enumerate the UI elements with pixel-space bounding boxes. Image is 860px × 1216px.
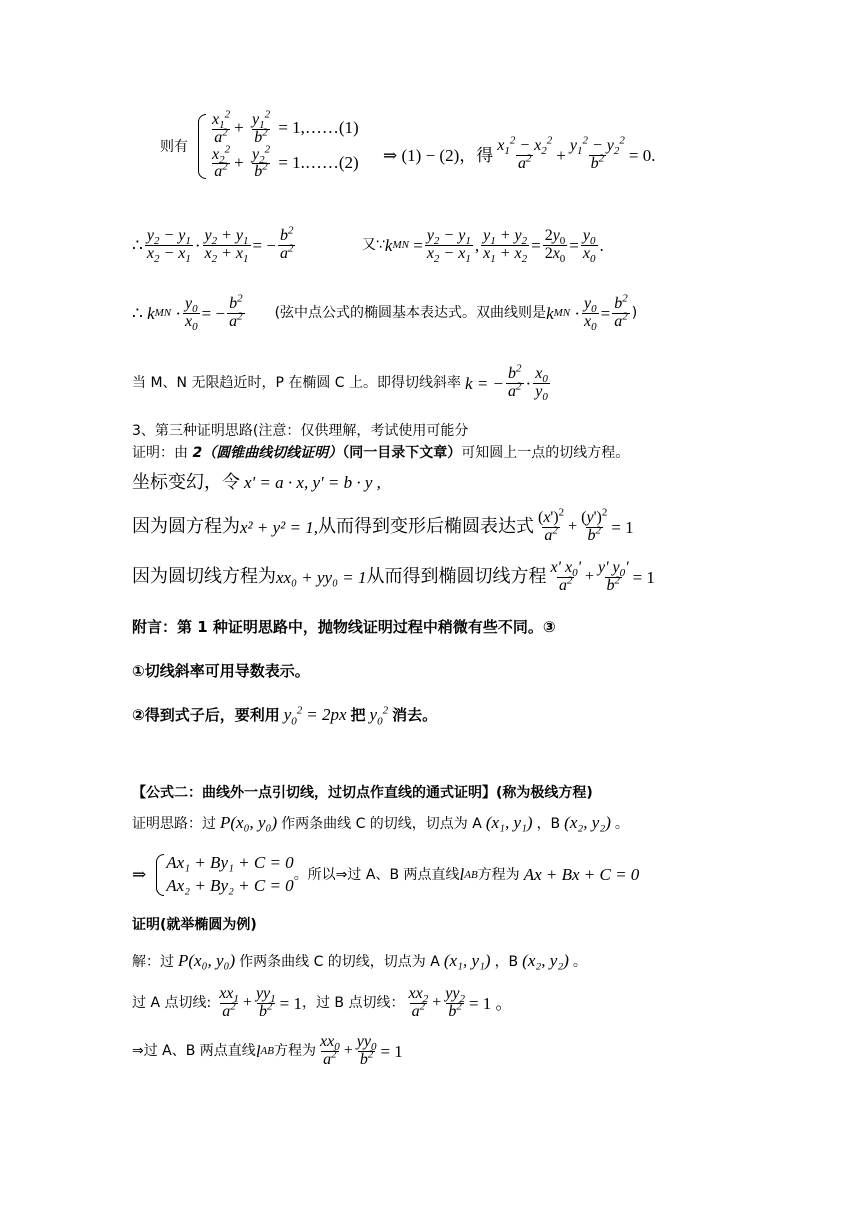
proof-ellipse-title: 证明(就举椭圆为例)	[132, 917, 257, 933]
chord-midpoint-line: ∴ k MN · $\frac{y_0}{x_0}$ = − $\frac{b^2}{a^2}$ (弦中点公式的椭圆基本表达式。双曲线则是 k MN · $\frac{y_0}{x_0}$ = $\frac{b^2}{a^2}$ )	[132, 292, 638, 333]
circle-tangent-line: 因为圆切线方程为 xx₀ + yy₀ = 1 从而得到椭圆切线方程 $\frac{x' x_0'}{a^2}$ + $\frac{y' y_0'}{b^2}$ = 1	[132, 559, 655, 594]
solution-line: 解：过 P(x₀, y₀) 作两条曲线 C 的切线，切点为 A (x₁, y₁) ，B (x₂, y₂) 。	[132, 951, 587, 970]
subtract-result: ⇒ (1) − (2)，得 $\frac{x_1^2 - x_2^2}{a^2}$ + $\frac{y_1^2 - y_2^2}{b^2}$ = 0.	[383, 134, 656, 172]
system-block-1	[160, 108, 359, 181]
kmn-line: 又∵ k MN = $\frac{y_2 - y_1}{x_2 - x_1}$ , $\frac{y_1 + y_2}{x_1 + x_2}$ = $\frac{2y_0}{2x_0}$ = $\frac{y_0}{x_0}$ .	[362, 227, 604, 265]
circle-eq-line: 因为圆方程为 x² + y² = 1, 从而得到变形后椭圆表达式 $\frac{(x')^2}{a^2}$ + $\frac{(y')^2}{b^2}$ = 1	[132, 506, 634, 544]
section3-title: 3、第三种证明思路(注意：仅供理解，考试使用可能分	[132, 423, 469, 439]
equation-2: $\frac{x_2^2}{a^2}$ + $\frac{y_2^2}{b^2}$ = 1.……(2)	[212, 143, 359, 181]
label-then: 则有	[160, 138, 188, 155]
equation-1: $\frac{x_1^2}{a^2}$ + $\frac{y_1^2}{b^2}$ = 1,……(1)	[212, 108, 359, 146]
appendix-title: 附言：第 1 种证明思路中，抛物线证明过程中稍微有些不同。③	[132, 618, 556, 636]
implies-text: ⇒ (1) − (2)，得	[383, 145, 494, 165]
section3-proof: 证明：由 2（圆锥曲线切线证明）（同一目录下文章）可知圆上一点的切线方程。	[132, 445, 630, 461]
appendix-item-1: ①切线斜率可用导数表示。	[132, 662, 310, 680]
line-system: Ax₁ + By₁ + C = 0 Ax₂ + By₂ + C = 0	[156, 852, 293, 898]
polar-line-result: ⇒过 A、B 两点直线 l AB 方程为 $\frac{xx_0}{a^2}$ + $\frac{yy_0}{b^2}$ = 1	[132, 1033, 403, 1068]
appendix-item-2: ②得到式子后，要利用 $y_0^2 = 2px$ 把 $y_0^2$ 消去。	[132, 704, 438, 728]
slope-product-line: ∴ $\frac{y_2 - y_1}{x_2 - x_1}$ · $\frac{y_2 + y_1}{x_2 + x_1}$ = − $\frac{b^2}{a^2}$	[132, 224, 294, 265]
tangent-ab-line: 过 A 点切线: $\frac{xx_1}{a^2}$ + $\frac{yy_1}{b^2}$ = 1 ，过 B 点切线： $\frac{xx_2}{a^2}$ + $\frac{yy_2}{b^2}$ = 1 。	[132, 985, 513, 1020]
formula2-system: ⇒ Ax₁ + By₁ + C = 0 Ax₂ + By₂ + C = 0 。所以⇒过 A、B 两点直线 l AB 方程为 Ax + Bx + C = 0	[132, 852, 639, 898]
formula2-idea: 证明思路：过 P(x₀, y₀) 作两条曲线 C 的切线，切点为 A (x₁, y₁) ，B (x₂, y₂) 。	[132, 813, 629, 832]
transform-line: 坐标变幻，令 x' = a · x, y' = b · y ,	[132, 472, 381, 493]
tangent-slope-line: 当 M、N 无限趋近时，P 在椭圆 C 上。即得切线斜率 k = − $\frac{b^2}{a^2}$ · $\frac{x_0}{y_0}$	[132, 362, 548, 403]
formula2-title: 【公式二：曲线外一点引切线，过切点作直线的通式证明】(称为极线方程)	[132, 785, 593, 801]
equation-system	[198, 108, 359, 181]
